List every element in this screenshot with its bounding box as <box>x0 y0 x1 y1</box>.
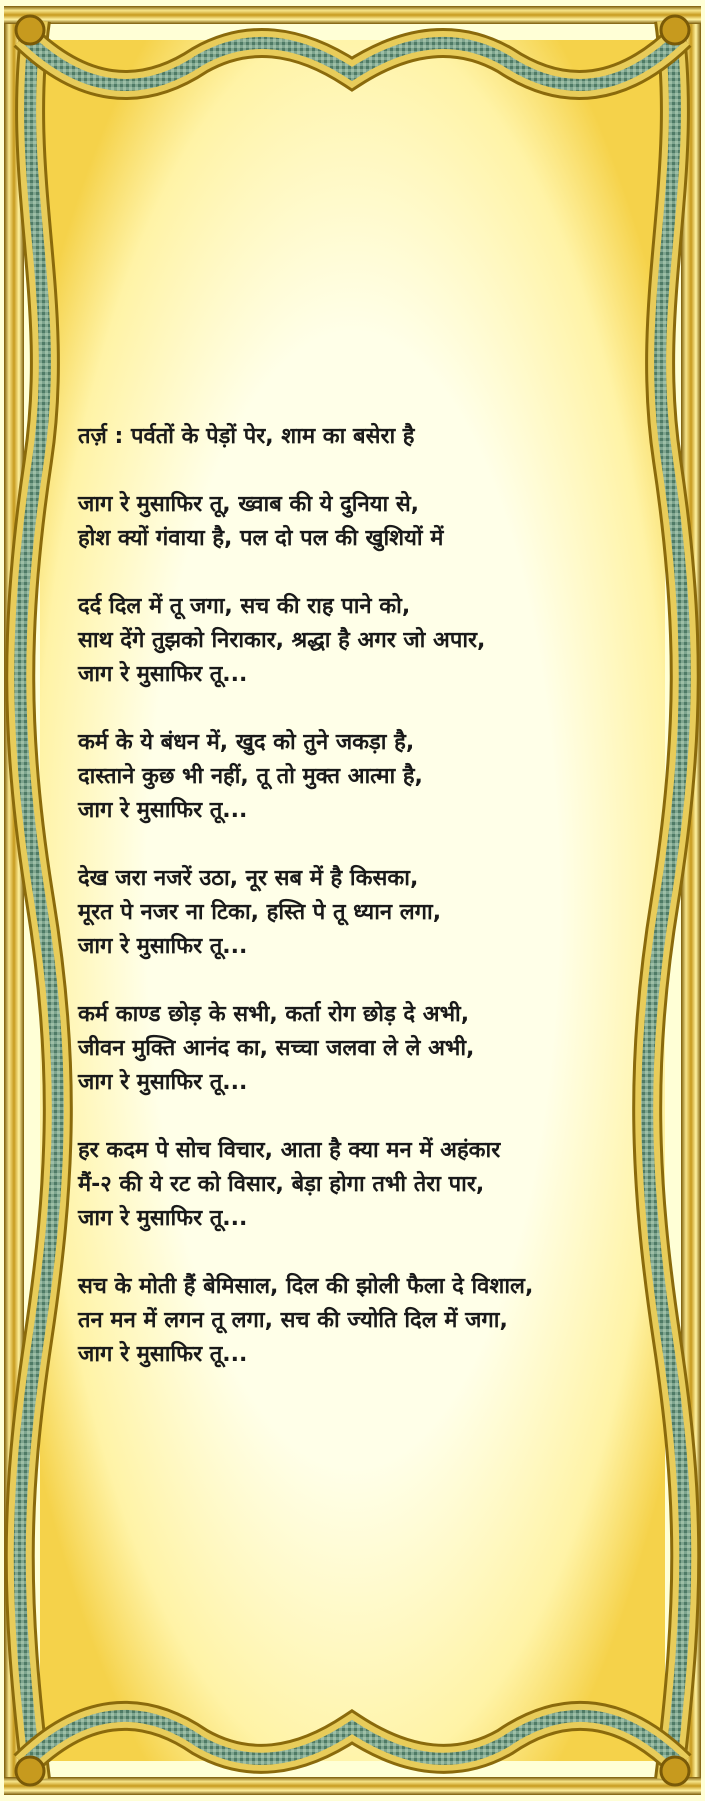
refrain-line: जाग रे मुसाफिर तू... <box>78 1206 248 1231</box>
lyric-line: होश क्यों गंवाया है, पल दो पल की खुशियों में <box>78 526 444 551</box>
lyric-line: जाग रे मुसाफिर तू, ख्वाब की ये दुनिया से, <box>78 492 420 517</box>
lyrics-body <box>78 420 638 1406</box>
stanza-6 <box>78 1134 638 1236</box>
refrain-line: जाग रे मुसाफिर तू... <box>78 1070 248 1095</box>
tarz-line: तर्ज़ : पर्वतों के पेड़ों पेर, शाम का बसेरा है <box>78 424 415 449</box>
lyric-line: साथ देंगे तुझको निराकार, श्रद्धा है अगर जो अपार, <box>78 628 486 653</box>
lyric-line: हर कदम पे सोच विचार, आता है क्या मन में अहंकार <box>78 1138 501 1163</box>
stanza-4 <box>78 862 638 964</box>
stanza-2 <box>78 590 638 692</box>
lyric-line: मैं-२ की ये रट को विसार, बेड़ा होगा तभी तेरा पार, <box>78 1172 485 1197</box>
lyric-line: कर्म काण्ड छोड़ के सभी, कर्ता रोग छोड़ दे अभी, <box>78 1002 470 1027</box>
stanza-3 <box>78 726 638 828</box>
lyric-line: मूरत पे नजर ना टिका, हस्ति पे तू ध्यान लगा, <box>78 900 442 925</box>
lyric-line: जीवन मुक्ति आनंद का, सच्चा जलवा ले ले अभी, <box>78 1036 475 1061</box>
stanza-1 <box>78 488 638 556</box>
lyric-line: दास्ताने कुछ भी नहीं, तू तो मुक्त आत्मा है, <box>78 764 423 789</box>
lyric-line: तन मन में लगन तू लगा, सच की ज्योति दिल में जगा, <box>78 1308 508 1333</box>
lyric-line: देख जरा नजरें उठा, नूर सब में है किसका, <box>78 866 419 891</box>
lyric-line: सच के मोती हैं बेमिसाल, दिल की झोली फैला दे विशाल, <box>78 1274 534 1299</box>
refrain-line: जाग रे मुसाफिर तू... <box>78 798 248 823</box>
stanza-5 <box>78 998 638 1100</box>
lyric-line: दर्द दिल में तू जगा, सच की राह पाने को, <box>78 594 411 619</box>
stanza-7 <box>78 1270 638 1372</box>
refrain-line: जाग रे मुसाफिर तू... <box>78 662 248 687</box>
refrain-line: जाग रे मुसाफिर तू... <box>78 1342 248 1367</box>
lyric-line: कर्म के ये बंधन में, खुद को तुने जकड़ा है, <box>78 730 415 755</box>
refrain-line: जाग रे मुसाफिर तू... <box>78 934 248 959</box>
